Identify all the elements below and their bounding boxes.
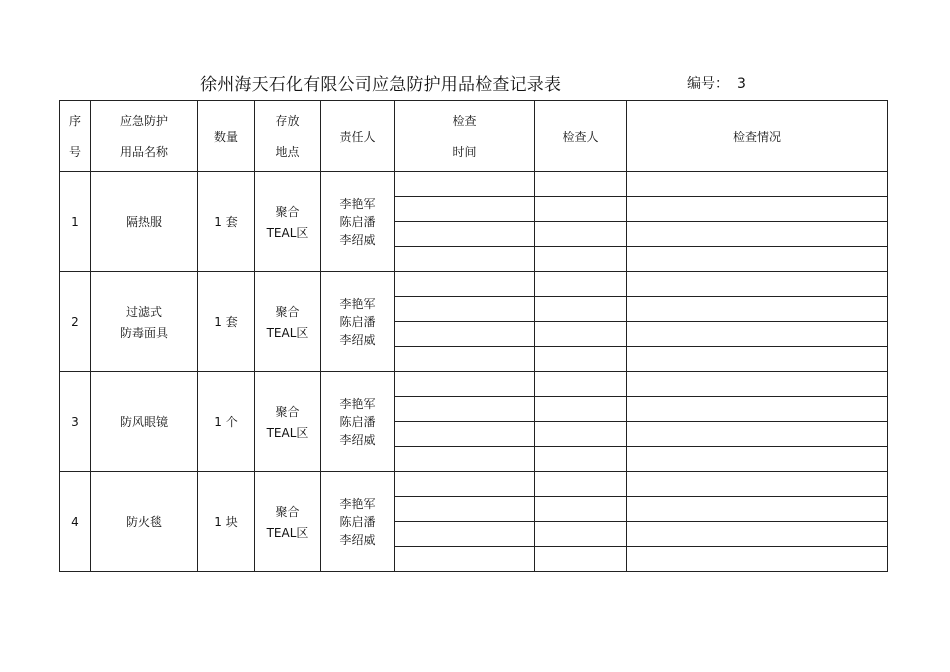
row-quantity: 1 个 <box>198 372 255 472</box>
status-cell[interactable] <box>627 422 888 447</box>
header-location: 存放 地点 <box>255 101 321 172</box>
row-index: 1 <box>60 172 91 272</box>
status-cell[interactable] <box>627 172 888 197</box>
status-cell[interactable] <box>627 372 888 397</box>
check-time-cell[interactable] <box>395 347 535 372</box>
serial-value: 3 <box>737 76 746 92</box>
header-index: 序 号 <box>60 101 91 172</box>
inspection-record-table <box>59 100 888 572</box>
status-cell[interactable] <box>627 447 888 472</box>
inspector-cell[interactable] <box>535 297 627 322</box>
check-time-cell[interactable] <box>395 197 535 222</box>
inspector-cell[interactable] <box>535 447 627 472</box>
inspector-cell[interactable] <box>535 172 627 197</box>
row-index: 2 <box>60 272 91 372</box>
serial-label: 编号： <box>687 76 729 92</box>
row-item-name: 防风眼镜 <box>91 372 198 472</box>
row-quantity: 1 块 <box>198 472 255 572</box>
check-time-cell[interactable] <box>395 397 535 422</box>
inspector-cell[interactable] <box>535 222 627 247</box>
inspector-cell[interactable] <box>535 522 627 547</box>
row-location: 聚合 TEAL区 <box>255 472 321 572</box>
row-quantity: 1 套 <box>198 172 255 272</box>
header-owner: 责任人 <box>321 101 395 172</box>
inspector-cell[interactable] <box>535 322 627 347</box>
table-row <box>60 172 888 197</box>
status-cell[interactable] <box>627 197 888 222</box>
inspector-cell[interactable] <box>535 497 627 522</box>
status-cell[interactable] <box>627 397 888 422</box>
inspector-cell[interactable] <box>535 472 627 497</box>
header-status: 检查情况 <box>627 101 888 172</box>
row-location: 聚合 TEAL区 <box>255 172 321 272</box>
header-inspector: 检查人 <box>535 101 627 172</box>
check-time-cell[interactable] <box>395 497 535 522</box>
inspector-cell[interactable] <box>535 272 627 297</box>
table-row <box>60 372 888 397</box>
header-row <box>60 101 888 172</box>
status-cell[interactable] <box>627 222 888 247</box>
row-owners: 李艳军 陈启潘 李绍威 <box>321 172 395 272</box>
row-item-name: 隔热服 <box>91 172 198 272</box>
row-location: 聚合 TEAL区 <box>255 372 321 472</box>
header-quantity: 数量 <box>198 101 255 172</box>
status-cell[interactable] <box>627 247 888 272</box>
inspector-cell[interactable] <box>535 247 627 272</box>
row-owners: 李艳军 陈启潘 李绍威 <box>321 372 395 472</box>
check-time-cell[interactable] <box>395 472 535 497</box>
inspector-cell[interactable] <box>535 397 627 422</box>
document-title: 徐州海天石化有限公司应急防护用品检查记录表 <box>200 75 562 95</box>
table-row <box>60 272 888 297</box>
status-cell[interactable] <box>627 347 888 372</box>
row-index: 4 <box>60 472 91 572</box>
status-cell[interactable] <box>627 297 888 322</box>
row-quantity: 1 套 <box>198 272 255 372</box>
row-owners: 李艳军 陈启潘 李绍威 <box>321 472 395 572</box>
inspector-cell[interactable] <box>535 422 627 447</box>
row-owners: 李艳军 陈启潘 李绍威 <box>321 272 395 372</box>
header-check-time: 检查 时间 <box>395 101 535 172</box>
row-item-name: 过滤式 防毒面具 <box>91 272 198 372</box>
status-cell[interactable] <box>627 497 888 522</box>
check-time-cell[interactable] <box>395 522 535 547</box>
check-time-cell[interactable] <box>395 172 535 197</box>
check-time-cell[interactable] <box>395 297 535 322</box>
header-item-name: 应急防护 用品名称 <box>91 101 198 172</box>
row-index: 3 <box>60 372 91 472</box>
status-cell[interactable] <box>627 522 888 547</box>
check-time-cell[interactable] <box>395 422 535 447</box>
check-time-cell[interactable] <box>395 372 535 397</box>
check-time-cell[interactable] <box>395 447 535 472</box>
serial-number <box>687 73 746 93</box>
inspector-cell[interactable] <box>535 547 627 572</box>
check-time-cell[interactable] <box>395 222 535 247</box>
status-cell[interactable] <box>627 272 888 297</box>
check-time-cell[interactable] <box>395 247 535 272</box>
row-item-name: 防火毯 <box>91 472 198 572</box>
status-cell[interactable] <box>627 322 888 347</box>
inspector-cell[interactable] <box>535 197 627 222</box>
inspector-cell[interactable] <box>535 347 627 372</box>
inspector-cell[interactable] <box>535 372 627 397</box>
check-time-cell[interactable] <box>395 547 535 572</box>
status-cell[interactable] <box>627 547 888 572</box>
status-cell[interactable] <box>627 472 888 497</box>
table-row <box>60 472 888 497</box>
check-time-cell[interactable] <box>395 272 535 297</box>
row-location: 聚合 TEAL区 <box>255 272 321 372</box>
check-time-cell[interactable] <box>395 322 535 347</box>
